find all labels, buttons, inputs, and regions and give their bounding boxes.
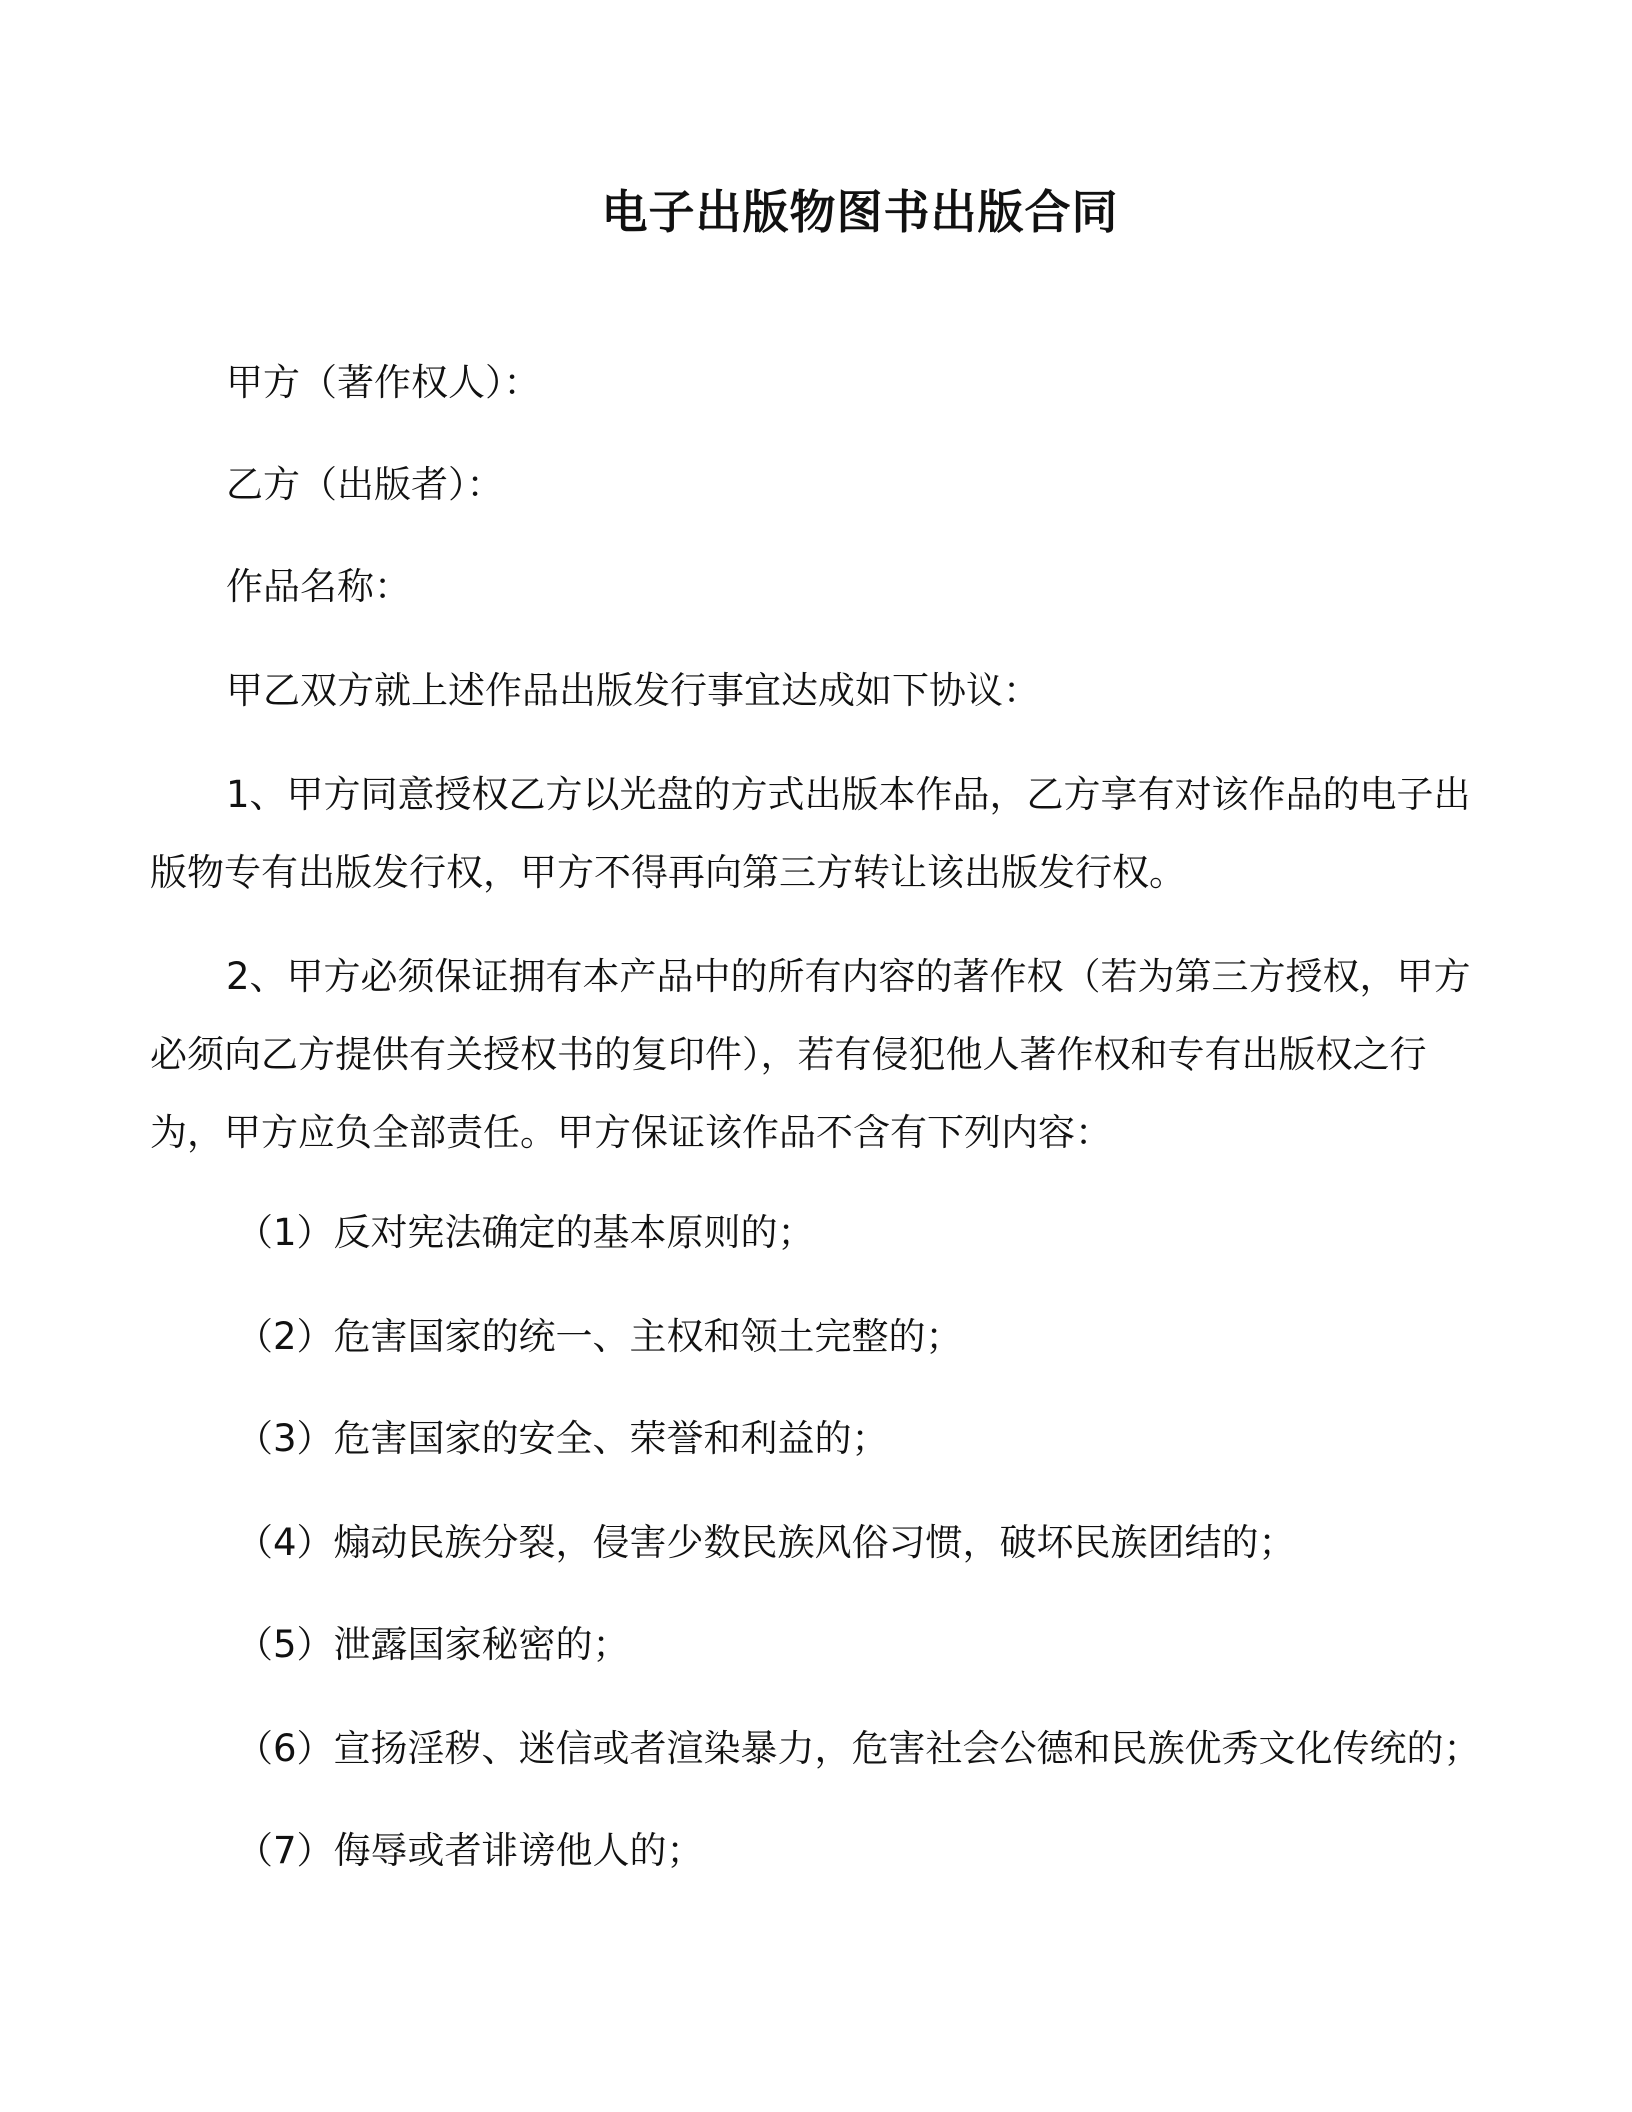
list-item: （2）危害国家的统一、主权和领土完整的； [236,1315,963,1358]
party-a-label: 甲方（著作权人）： [226,361,541,404]
list-item: （3）危害国家的安全、荣誉和利益的； [236,1417,889,1460]
list-item: （7）侮辱或者诽谤他人的； [236,1829,704,1872]
clause-1-line-1: 1、甲方同意授权乙方以光盘的方式出版本作品，乙方享有对该作品的电子出 [226,773,1471,816]
clause-1-line-2: 版物专有出版发行权，甲方不得再向第三方转让该出版发行权。 [150,851,1186,894]
list-item: （1）反对宪法确定的基本原则的； [236,1211,815,1254]
clause-2-line-1: 2、甲方必须保证拥有本产品中的所有内容的著作权（若为第三方授权，甲方 [226,955,1471,998]
clause-2-line-3: 为，甲方应负全部责任。甲方保证该作品不含有下列内容： [150,1111,1112,1154]
clause-2-line-2: 必须向乙方提供有关授权书的复印件），若有侵犯他人著作权和专有出版权之行 [150,1033,1427,1076]
list-item: （6）宣扬淫秽、迷信或者渲染暴力，危害社会公德和民族优秀文化传统的； [236,1727,1481,1770]
document-title: 电子出版物图书出版合同 [601,185,1119,239]
list-item: （5）泄露国家秘密的； [236,1623,630,1666]
party-b-label: 乙方（出版者）： [226,463,504,506]
work-name-label: 作品名称： [226,565,411,608]
agreement-intro: 甲乙双方就上述作品出版发行事宜达成如下协议： [226,669,1040,712]
list-item: （4）煽动民族分裂，侵害少数民族风俗习惯，破坏民族团结的； [236,1521,1296,1564]
